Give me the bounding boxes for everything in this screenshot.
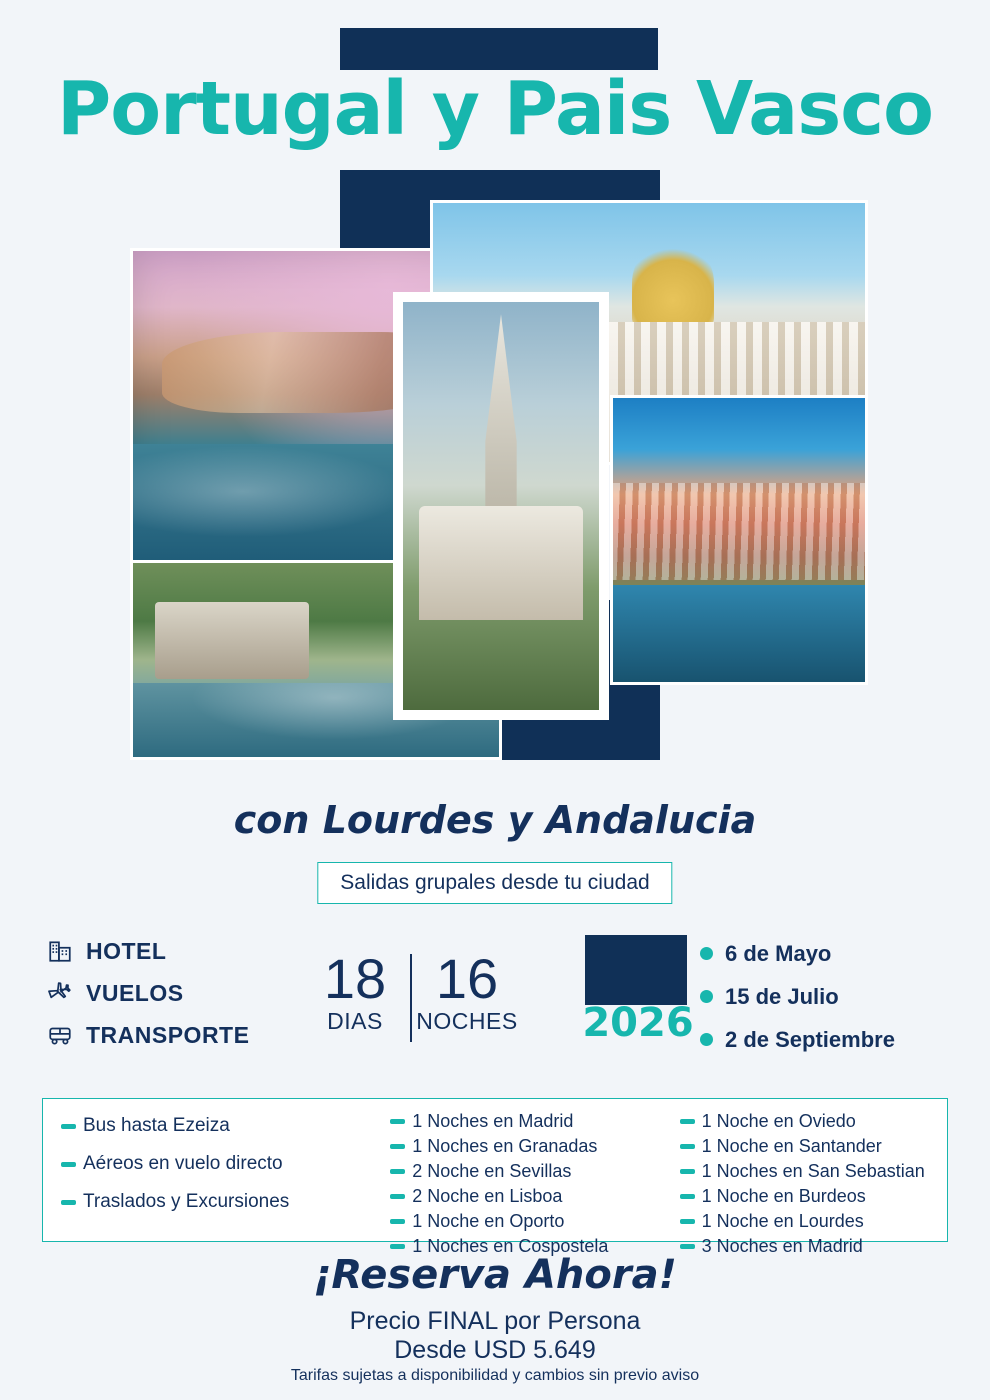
list-item-label: 1 Noche en Oporto [412,1211,565,1231]
list-item [61,1115,372,1137]
bullet-dot-icon [700,1033,713,1046]
departure-date-2-label: 15 de Julio [725,983,839,1009]
price-line-2: Desde USD 5.649 [394,1336,596,1364]
reserve-now-cta[interactable]: ¡Reserva Ahora! [313,1252,677,1298]
list-item [390,1186,661,1207]
list-item-label: Bus hasta Ezeiza [83,1115,230,1136]
dash-bullet-icon [680,1244,695,1249]
feature-transport [42,1014,282,1056]
dash-bullet-icon [680,1119,695,1124]
dash-bullet-icon [61,1124,76,1129]
year-label: 2026 [582,1000,694,1046]
departures-badge: Salidas grupales desde tu ciudad [317,862,672,904]
flight-icon [42,980,78,1006]
duration-nights-word: NOCHES [416,1008,518,1034]
list-item-label: 1 Noche en Lourdes [701,1211,864,1231]
duration-block [300,947,540,1042]
list-item-label: 1 Noche en Oviedo [701,1111,856,1131]
photo-collage [0,170,990,790]
dash-bullet-icon [390,1244,405,1249]
dash-bullet-icon [390,1144,405,1149]
list-item [680,1136,947,1157]
bus-icon [42,1022,78,1048]
title-navy-accent-bar [340,28,658,70]
duration-days [300,947,410,1035]
departure-dates-list [700,932,895,1061]
year-navy-box [585,935,687,1005]
list-item [61,1153,372,1175]
bullet-dot-icon [700,947,713,960]
departure-date-1-label: 6 de Mayo [725,940,832,966]
features-list [42,930,282,1056]
price-line-1: Precio FINAL por Persona [349,1307,641,1335]
list-item [390,1136,661,1157]
list-item [680,1161,947,1182]
list-item-label: 1 Noches en Granadas [412,1136,598,1156]
list-item-label: Traslados y Excursiones [83,1191,290,1212]
itinerary-column-nights-1 [372,1099,661,1256]
itinerary-box [42,1098,948,1256]
dash-bullet-icon [680,1169,695,1174]
title-block [0,28,990,168]
list-item-label: 1 Noches en Madrid [412,1111,574,1131]
departure-date-3 [700,1018,895,1061]
list-item-label: Aéreos en vuelo directo [83,1153,283,1174]
photo-cudillero [610,395,868,685]
page-title: Portugal y Pais Vasco [57,66,933,152]
list-item-label: 2 Noche en Sevillas [412,1161,572,1181]
departure-date-2 [700,975,895,1018]
feature-transport-label: TRANSPORTE [86,1021,250,1048]
page-subtitle: con Lourdes y Andalucia [233,798,757,842]
hotel-icon [42,938,78,964]
list-item-label: 1 Noches en Cospostela [412,1236,609,1256]
feature-flights [42,972,282,1014]
list-item [680,1111,947,1132]
disclaimer-text: Tarifas sujetas a disponibilidad y cambios sin previo aviso [290,1367,700,1384]
duration-days-word: DIAS [327,1008,383,1034]
dash-bullet-icon [390,1194,405,1199]
dash-bullet-icon [680,1194,695,1199]
feature-flights-label: VUELOS [86,979,184,1006]
duration-nights-number: 16 [435,947,499,1010]
duration-days-number: 18 [323,947,387,1010]
list-item-label: 1 Noches en San Sebastian [701,1161,925,1181]
departure-date-1 [700,932,895,975]
dash-bullet-icon [390,1119,405,1124]
list-item [390,1161,661,1182]
dash-bullet-icon [61,1200,76,1205]
list-item-label: 2 Noche en Lisboa [412,1186,563,1206]
departure-date-3-label: 2 de Septiembre [725,1026,895,1052]
feature-hotel [42,930,282,972]
duration-nights [412,947,522,1035]
itinerary-column-inclusions [43,1099,372,1241]
dash-bullet-icon [680,1144,695,1149]
list-item [680,1211,947,1232]
list-item-label: 3 Noches en Madrid [701,1236,863,1256]
list-item [390,1111,661,1132]
list-item [680,1186,947,1207]
dash-bullet-icon [680,1219,695,1224]
bullet-dot-icon [700,990,713,1003]
list-item-label: 1 Noche en Burdeos [701,1186,866,1206]
feature-hotel-label: HOTEL [86,937,167,964]
dash-bullet-icon [390,1169,405,1174]
dash-bullet-icon [61,1162,76,1167]
dash-bullet-icon [390,1219,405,1224]
list-item [61,1191,372,1213]
list-item [390,1211,661,1232]
list-item-label: 1 Noche en Santander [701,1136,882,1156]
photo-lourdes-basilica [393,292,609,720]
itinerary-column-nights-2 [662,1099,947,1256]
